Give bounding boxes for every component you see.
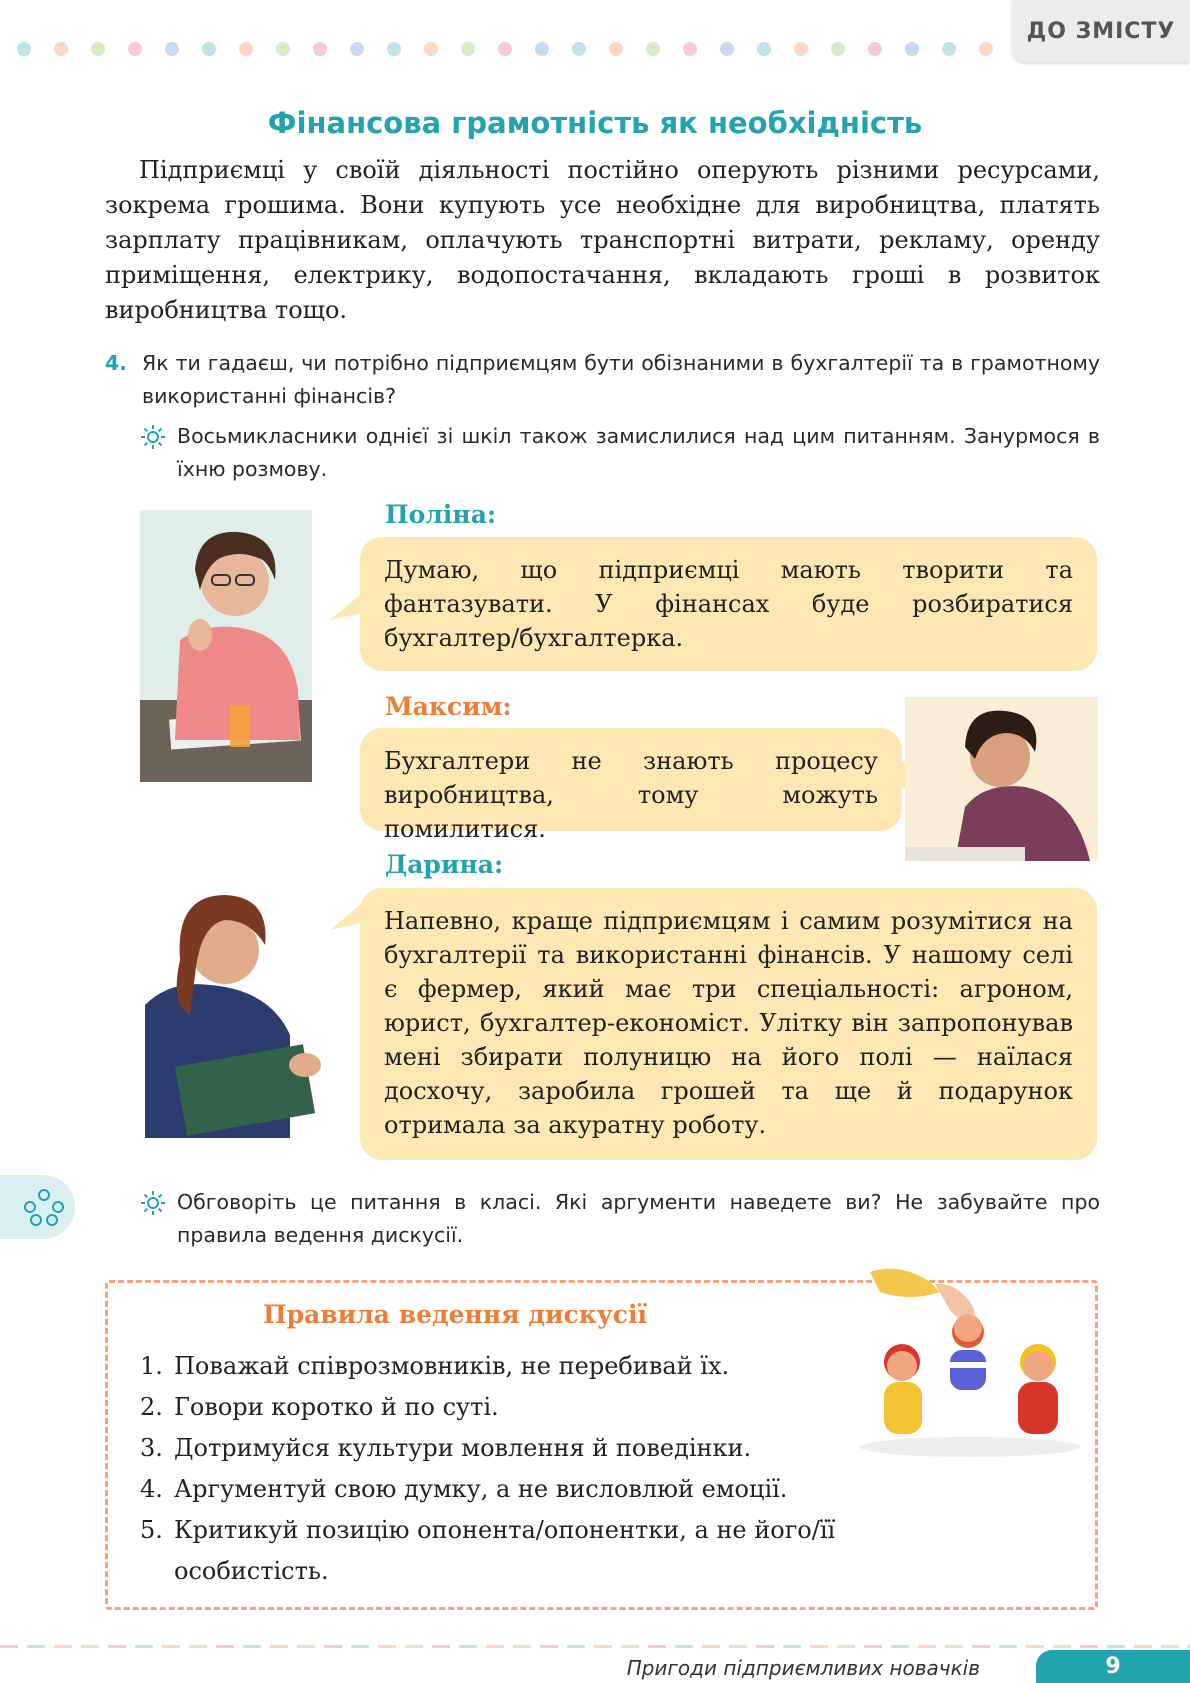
decorative-dot [54,42,68,56]
rule-text: Говори коротко й по суті. [174,1393,499,1421]
footer-dash [864,1645,882,1648]
decorative-dot [572,42,586,56]
footer-dash [432,1645,450,1648]
rule-text: Аргументуй свою думку, а не висловлюй емоції. [174,1475,788,1503]
decorative-dot [461,42,475,56]
question-number: 4. [105,351,128,375]
rule-text: Критикуй позицію опонента/опонентки, а не його/її особистість. [174,1516,836,1585]
footer-dash [567,1645,585,1648]
decorative-dot [498,42,512,56]
footer-dash [540,1645,558,1648]
intro-paragraph: Підприємці у своїй діяльності постійно оперують різними ресурсами, зокрема грошима. Вони купують усе необхідне для виробництва, платять зарплату працівникам, оплачують транспортні витрати, рекламу, оренду приміщення, електрику, водопостачання, вкладають гроші в розвиток виробництва тощо. [105,156,1100,324]
footer-dash [324,1645,342,1648]
task-text-2: Обговоріть це питання в класі. Які аргументи наведете ви? Не забувайте про правила ведення дискусії. [177,1190,1100,1247]
rule-item [140,1346,920,1387]
toc-button[interactable]: ДО ЗМІСТУ [1012,0,1190,62]
rules-title: Правила ведення дискусії [262,1300,648,1329]
footer-dash [405,1645,423,1648]
group-work-icon [20,1187,68,1227]
speaker-name-daryna: Дарина: [385,850,504,879]
speech-bubble-maksym [360,728,902,843]
footer-dash [297,1645,315,1648]
decorative-dot [276,42,290,56]
footer-dash [837,1645,855,1648]
speaker-name-polina: Поліна: [385,500,497,529]
task-block-2 [140,1186,1100,1252]
rule-number: 4. [140,1475,163,1503]
decorative-dot [91,42,105,56]
photo-polina [140,510,312,782]
book-title: Пригоди підприємливих новачків [626,1656,980,1680]
group-work-tab [0,1175,75,1239]
photo-maksym [905,697,1098,861]
decorative-dot [979,42,993,56]
figures-illustration [850,1262,1090,1462]
footer-dash [0,1645,18,1648]
speech-bubble-daryna [360,888,1097,1160]
footer-dash [459,1645,477,1648]
rule-text: Дотримуйся культури мовлення й поведінки. [174,1434,752,1462]
decorative-dot [313,42,327,56]
footer-dash [135,1645,153,1648]
footer-dash [189,1645,207,1648]
footer-dash [108,1645,126,1648]
footer-dash [810,1645,828,1648]
task-text-1: Восьмикласники однієї зі шкіл також замислилися над цим питанням. Занурмося в їхню розмову. [177,424,1100,481]
speech-text-polina: Думаю, що підприємці мають творити та фантазувати. У фінансах буде розбиратися бухгалтер/бухгалтерка. [384,556,1073,652]
footer-dash [621,1645,639,1648]
photo-daryna [140,865,333,1138]
decorative-dot [942,42,956,56]
footer-dash [243,1645,261,1648]
footer-dash [783,1645,801,1648]
footer-dash [1161,1645,1179,1648]
decorative-dot [757,42,771,56]
rule-number: 3. [140,1434,163,1462]
decorative-dot [609,42,623,56]
speaker-name-maksym: Максим: [385,692,512,721]
rules-list [140,1346,920,1592]
footer-dash [729,1645,747,1648]
footer-dash [756,1645,774,1648]
footer-dash [216,1645,234,1648]
decorative-dot [683,42,697,56]
footer-dash [1134,1645,1152,1648]
sun-icon [140,424,166,450]
decorative-dot [424,42,438,56]
rule-item [140,1387,920,1428]
decorative-dot [17,42,31,56]
speech-text-maksym: Бухгалтери не знають процесу виробництва, тому можуть помилитися. [384,747,878,843]
footer-dash [486,1645,504,1648]
footer-dash [54,1645,72,1648]
section-title: Фінансова грамотність як необхідність [267,106,923,140]
footer-dash [999,1645,1017,1648]
footer-dashes [0,1644,1190,1650]
decorative-dot [646,42,660,56]
speech-text-daryna: Напевно, краще підприємцям і самим розумітися на бухгалтерії та використанні фінансів. У нашому селі є фермер, який має три спеціальності: агроном, юрист, бухгалтер-економіст. Улітку він запропонував мені збирати полуницю на його полі — наїлася досхочу, заробила грошей та ще й подарунок отримала за акуратну роботу. [384,907,1073,1139]
decorative-dots-top [14,40,1034,58]
decorative-dot [387,42,401,56]
page-number: 9 [1036,1650,1190,1683]
footer-dash [351,1645,369,1648]
footer-dash [945,1645,963,1648]
rule-item [140,1469,920,1510]
footer-dash [1026,1645,1044,1648]
footer-dash [675,1645,693,1648]
footer-dash [270,1645,288,1648]
rule-number: 5. [140,1516,163,1544]
footer-dash [1080,1645,1098,1648]
rule-item [140,1510,920,1592]
footer-dash [162,1645,180,1648]
footer-dash [972,1645,990,1648]
footer-dash [1107,1645,1125,1648]
footer-dash [648,1645,666,1648]
decorative-dot [165,42,179,56]
rule-number: 1. [140,1352,163,1380]
footer-dash [81,1645,99,1648]
footer-dash [918,1645,936,1648]
footer-dash [702,1645,720,1648]
speech-bubble-polina [360,537,1097,671]
decorative-dot [350,42,364,56]
rule-number: 2. [140,1393,163,1421]
decorative-dot [905,42,919,56]
decorative-dot [868,42,882,56]
rule-item [140,1428,920,1469]
decorative-dot [128,42,142,56]
footer-dash [378,1645,396,1648]
footer-dash [1053,1645,1071,1648]
decorative-dot [794,42,808,56]
footer-dash [27,1645,45,1648]
footer-dash [891,1645,909,1648]
decorative-dot [831,42,845,56]
decorative-dot [535,42,549,56]
rule-text: Поважай співрозмовників, не перебивай їх. [174,1352,730,1380]
question-block [105,347,1100,413]
decorative-dot [239,42,253,56]
decorative-dot [720,42,734,56]
footer-dash [513,1645,531,1648]
decorative-dot [202,42,216,56]
task-block-1 [140,420,1100,486]
footer-dash [594,1645,612,1648]
question-text: Як ти гадаєш, чи потрібно підприємцям бути обізнаними в бухгалтерії та в грамотному використанні фінансів? [142,351,1100,408]
sun-icon [140,1190,166,1216]
